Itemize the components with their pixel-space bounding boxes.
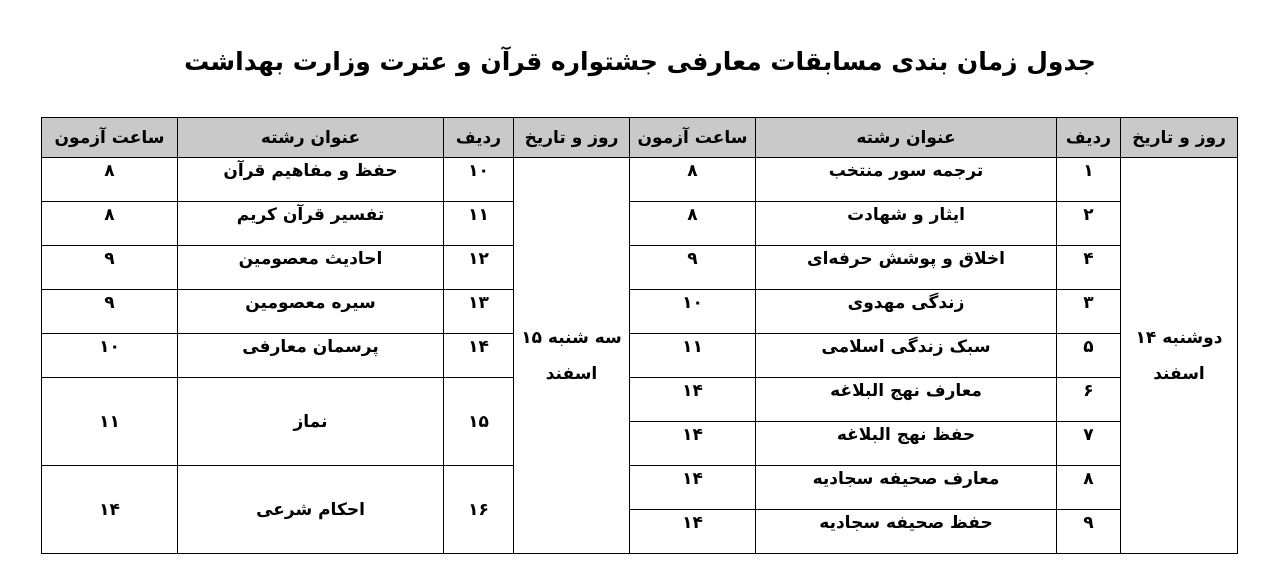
header-row xyxy=(42,118,1238,158)
exam-time: ۹ xyxy=(42,290,178,334)
page-title: جدول زمان بندی مسابقات معارفی جشتواره قرآن و عترت وزارت بهداشت xyxy=(184,47,1096,76)
row-number: ۱۴ xyxy=(444,334,514,378)
subject: پرسمان معارفی xyxy=(178,334,444,378)
subject: سیره معصومین xyxy=(178,290,444,334)
row-number: ۳ xyxy=(1057,290,1121,334)
row-number: ۱۶ xyxy=(444,466,514,554)
exam-time: ۱۱ xyxy=(630,334,756,378)
subject: ایثار و شهادت xyxy=(756,202,1057,246)
row-number: ۱ xyxy=(1057,158,1121,202)
subject: معارف صحیفه سجادیه xyxy=(756,466,1057,510)
exam-time: ۸ xyxy=(630,202,756,246)
exam-time: ۱۱ xyxy=(42,378,178,466)
row-number: ۱۲ xyxy=(444,246,514,290)
table-row xyxy=(42,158,1238,202)
day1-month: اسفند xyxy=(1153,363,1205,384)
row-number: ۱۵ xyxy=(444,378,514,466)
subject: احکام شرعی xyxy=(178,466,444,554)
exam-time: ۸ xyxy=(42,158,178,202)
header-day-date: روز و تاریخ xyxy=(1121,118,1238,158)
schedule-table xyxy=(41,117,1238,554)
table-row xyxy=(42,378,1238,422)
day2-date-cell xyxy=(514,158,630,554)
exam-time: ۱۴ xyxy=(630,422,756,466)
header-day-date: روز و تاریخ xyxy=(514,118,630,158)
subject: حفظ و مفاهیم قرآن xyxy=(178,158,444,202)
header-exam-time: ساعت آزمون xyxy=(630,118,756,158)
subject: نماز xyxy=(178,378,444,466)
day1-date-cell xyxy=(1121,158,1238,554)
day2-month: اسفند xyxy=(545,363,598,384)
subject: حفظ صحیفه سجادیه xyxy=(756,510,1057,554)
day2-date: سه شنبه ۱۵ xyxy=(521,327,622,348)
subject: حفظ نهج البلاغه xyxy=(756,422,1057,466)
row-number: ۶ xyxy=(1057,378,1121,422)
subject: احادیث معصومین xyxy=(178,246,444,290)
table-row xyxy=(42,334,1238,378)
exam-time: ۱۰ xyxy=(42,334,178,378)
day1-date: دوشنبه ۱۴ xyxy=(1135,327,1223,348)
row-number: ۲ xyxy=(1057,202,1121,246)
table-row xyxy=(42,466,1238,510)
subject: اخلاق و پوشش حرفه‌ای xyxy=(756,246,1057,290)
exam-time: ۱۴ xyxy=(630,378,756,422)
exam-time: ۹ xyxy=(42,246,178,290)
row-number: ۴ xyxy=(1057,246,1121,290)
row-number: ۱۳ xyxy=(444,290,514,334)
subject: ترجمه سور منتخب xyxy=(756,158,1057,202)
exam-time: ۹ xyxy=(630,246,756,290)
table-row xyxy=(42,290,1238,334)
header-row-number: ردیف xyxy=(444,118,514,158)
exam-time: ۱۴ xyxy=(630,510,756,554)
row-number: ۸ xyxy=(1057,466,1121,510)
row-number: ۱۰ xyxy=(444,158,514,202)
subject: تفسیر قرآن کریم xyxy=(178,202,444,246)
exam-time: ۸ xyxy=(630,158,756,202)
row-number: ۱۱ xyxy=(444,202,514,246)
header-exam-time: ساعت آزمون xyxy=(42,118,178,158)
header-subject: عنوان رشته xyxy=(178,118,444,158)
row-number: ۹ xyxy=(1057,510,1121,554)
subject: زندگی مهدوی xyxy=(756,290,1057,334)
row-number: ۷ xyxy=(1057,422,1121,466)
exam-time: ۱۴ xyxy=(630,466,756,510)
exam-time: ۱۴ xyxy=(42,466,178,554)
header-row-number: ردیف xyxy=(1057,118,1121,158)
table-row xyxy=(42,202,1238,246)
subject: معارف نهج البلاغه xyxy=(756,378,1057,422)
table-row xyxy=(42,246,1238,290)
exam-time: ۱۰ xyxy=(630,290,756,334)
row-number: ۵ xyxy=(1057,334,1121,378)
header-subject: عنوان رشته xyxy=(756,118,1057,158)
exam-time: ۸ xyxy=(42,202,178,246)
subject: سبک زندگی اسلامی xyxy=(756,334,1057,378)
